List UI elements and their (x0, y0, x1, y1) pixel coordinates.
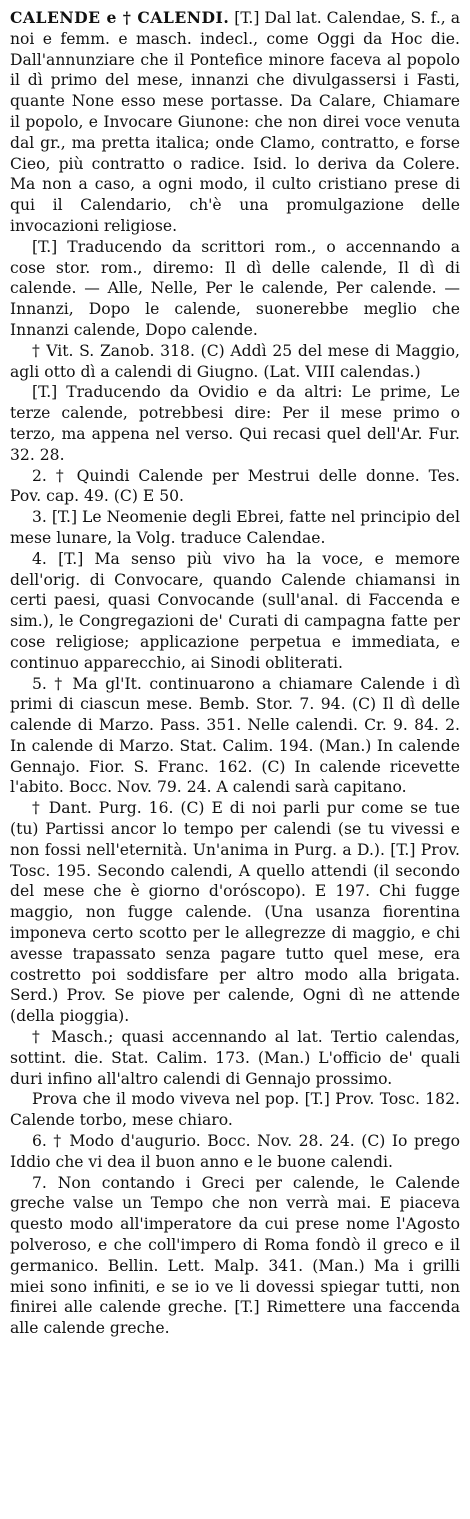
paragraph-text: [T.] Dal lat. Calendae, S. f., a noi e femm. e masch. indecl., come Oggi da Hoc die. Dall'annunziare che il Pontefice minore faceva al popolo il dì primo del mese, innanzi che divulgassersi i Fasti, quante None esso mese portasse. Da Calare, Chiamare il popolo, e Invocare Giunone: che non direi voce venuta dal gr., ma pretta italica; onde Clamo, contratto, e forse Cieo, più contratto o radice. Isid. lo deriva da Colere. Ma non a caso, a ogni modo, il culto cristiano prese di qui il Calendario, ch'è una promulgazione delle invocazioni religiose. (10, 9, 460, 235)
sense-5-masculine: † Masch.; quasi accennando al lat. Tertio calendas, sottint. die. Stat. Calim. 173. (Man.) L'officio de' quali duri infino all'altro calendi di Gennajo prossimo. (10, 1028, 460, 1088)
entry-paragraph-4: [T.] Traducendo da Ovidio e da altri: Le prime, Le terze calende, potrebbesi dire: Per il mese primo o terzo, ma appena nel verso. Qui recasi quel dell'Ar. Fur. 32. 28. (10, 383, 460, 464)
entry-paragraph-1 (10, 8, 460, 237)
sense-4: 4. [T.] Ma senso più vivo ha la voce, e memore dell'orig. di Convocare, quando Calende chiamansi in certi paesi, quasi Convocande (sull'anal. di Faccenda e sim.), le Congregazioni de' Curati di campagna fatte per cose religiose; applicazione perpetua e immediata, e continuo apparecchio, ai Sinodi obliterati. (10, 549, 460, 672)
sense-5-proverb: Prova che il modo viveva nel pop. [T.] Prov. Tosc. 182. Calende torbo, mese chiaro. (10, 1090, 460, 1130)
sense-6: 6. † Modo d'augurio. Bocc. Nov. 28. 24. (C) Io prego Iddio che vi dea il buon anno e le buone calendi. (10, 1132, 460, 1171)
sense-3: 3. [T.] Le Neomenie degli Ebrei, fatte nel principio del mese lunare, la Volg. traduce Calendae. (10, 508, 460, 547)
entry-paragraph-3: † Vit. S. Zanob. 318. (C) Addì 25 del mese di Maggio, agli otto dì a calendi di Giugno. (Lat. VIII calendas.) (10, 341, 460, 381)
sense-5: 5. † Ma gl'It. continuarono a chiamare Calende i dì primi di ciascun mese. Bemb. Stor. 7. 94. (C) Il dì delle calende di Marzo. Pass. 351. Nelle calendi. Cr. 9. 84. 2. In calende di Marzo. Stat. Calim. 194. (Man.) In calende Gennajo. Fior. S. Franc. 162. (C) In calende ricevette l'abito. Bocc. Nov. 79. 24. A calendi sarà capitano. (10, 674, 460, 797)
entry-paragraph-2: [T.] Traducendo da scrittori rom., o accennando a cose stor. rom., diremo: Il dì delle calende, Il dì di calende. — Alle, Nelle, Per le calende, Per calende. — Innanzi, Dopo le calende, suonerebbe meglio che Innanzi calende, Dopo calende. (10, 237, 460, 339)
sense-5-dante: † Dant. Purg. 16. (C) E di noi parli pur come se tue (tu) Partissi ancor lo tempo per calendi (se tu vivessi e non fossi nell'eternità. Un'anima in Purg. a D.). [T.] Prov. Tosc. 195. Secondo calendi, A quello attendi (il secondo del mese che è giorno d'oróscopo). E 197. Chi fugge maggio, non fugge calende. (Una usanza fiorentina imponeva certo scotto per le allegrezze di maggio, e chi avesse trapassato senza pagare tutto quel mese, era costretto poi soddisfare per altro modo alla brigata. Serd.) Prov. Se piove per calende, Ogni dì ne attende (della pioggia). (10, 799, 460, 1026)
sense-2: 2. † Quindi Calende per Mestrui delle donne. Tes. Pov. cap. 49. (C) E 50. (10, 466, 460, 506)
sense-7: 7. Non contando i Greci per calende, le Calende greche valse un Tempo che non verrà mai. E piaceva questo modo all'imperatore da cui prese nome l'Agosto polveroso, e che coll'impero di Roma fondò il greco e il germanico. Bellin. Lett. Malp. 341. (Man.) Ma i grilli miei sono infiniti, e se io ve li dovessi spiegar tutti, non finirei alle calende greche. [T.] Rimettere una faccenda alle calende greche. (10, 1173, 460, 1338)
headword: CALENDE e † CALENDI. (10, 8, 230, 27)
dictionary-entry (10, 8, 460, 1339)
